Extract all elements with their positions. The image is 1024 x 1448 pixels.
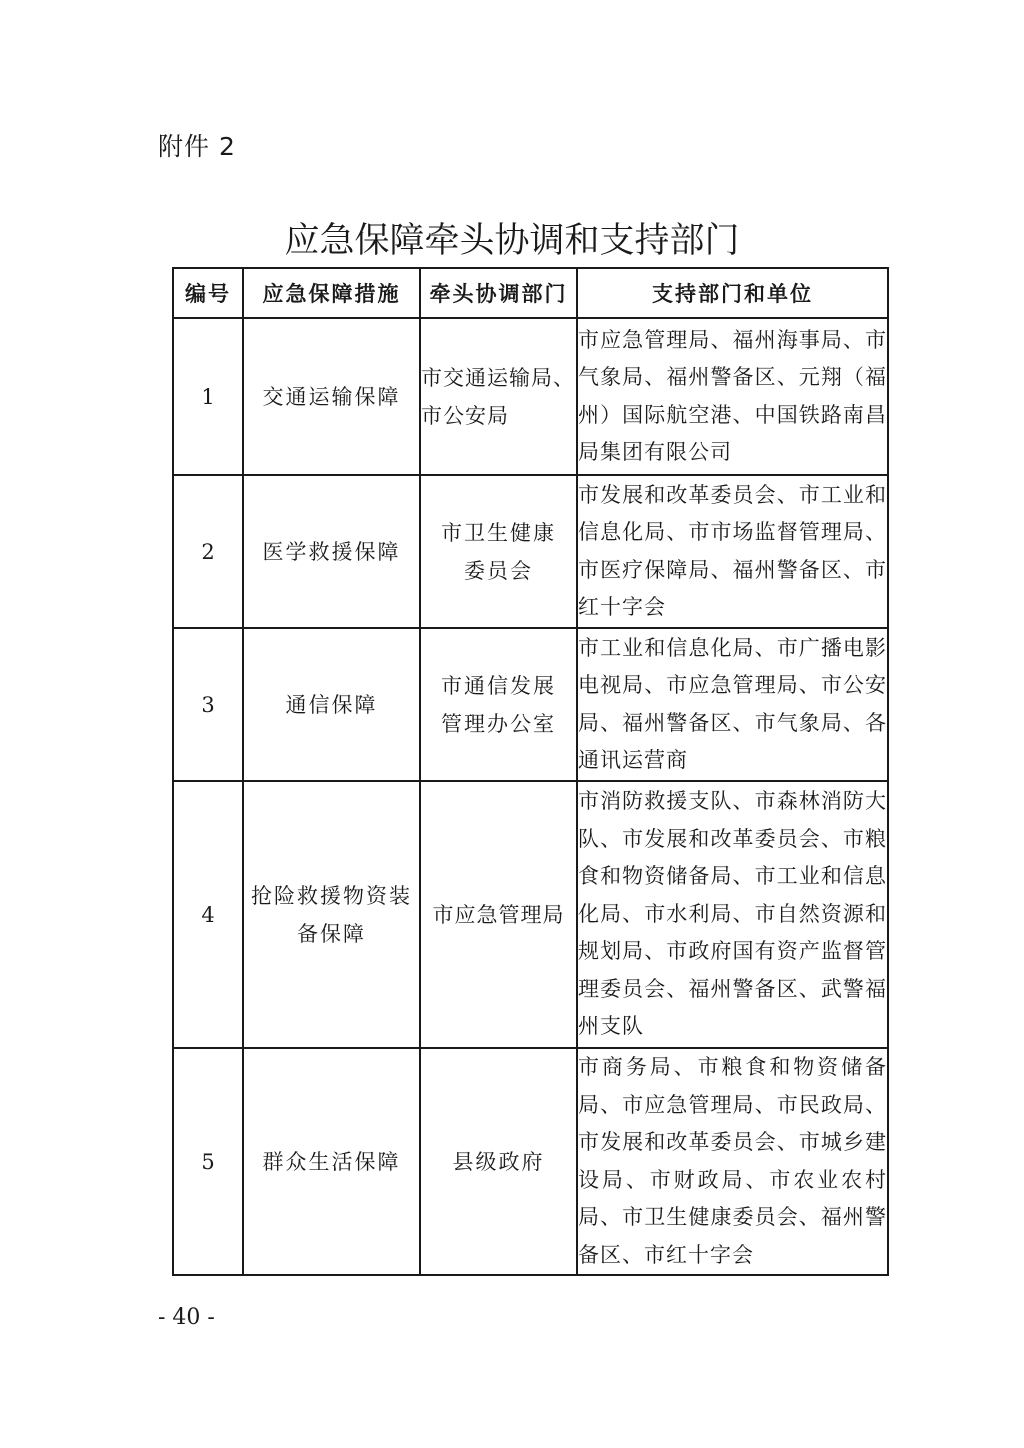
- table-row: [173, 475, 888, 628]
- support-units-cell: 市工业和信息化局、市广播电影电视局、市应急管理局、市公安局、福州警备区、市气象局、各通讯运营商: [577, 628, 888, 781]
- support-units-cell: 市消防救援支队、市森林消防大队、市发展和改革委员会、市粮食和物资储备局、市工业和信息化局、市水利局、市自然资源和规划局、市政府国有资产监督管理委员会、福州警备区、武警福州支队: [577, 781, 888, 1048]
- header-lead-department: 牵头协调部门: [420, 268, 577, 318]
- row-number: 1: [173, 318, 243, 475]
- document-title: 应急保障牵头协调和支持部门: [284, 221, 740, 261]
- header-no: 编号: [173, 268, 243, 318]
- lead-department-cell: 市交通运输局、市公安局: [420, 318, 577, 475]
- table-row: [173, 318, 888, 475]
- table-row: [173, 1048, 888, 1275]
- page-number: - 40 -: [158, 1305, 215, 1330]
- support-units-cell: 市应急管理局、福州海事局、市气象局、福州警备区、元翔（福州）国际航空港、中国铁路南昌局集团有限公司: [577, 318, 888, 475]
- emergency-support-table: [172, 267, 889, 1276]
- measure-cell: 抢险救援物资装备保障: [243, 781, 420, 1048]
- row-number: 3: [173, 628, 243, 781]
- measure-cell: 群众生活保障: [243, 1048, 420, 1275]
- support-units-cell: 市商务局、市粮食和物资储备局、市应急管理局、市民政局、市发展和改革委员会、市城乡建设局、市财政局、市农业农村局、市卫生健康委员会、福州警备区、市红十字会: [577, 1048, 888, 1275]
- lead-department-cell: 县级政府: [420, 1048, 577, 1275]
- row-number: 5: [173, 1048, 243, 1275]
- table-row: [173, 628, 888, 781]
- measure-cell: 通信保障: [243, 628, 420, 781]
- row-number: 2: [173, 475, 243, 628]
- table-row: [173, 781, 888, 1048]
- measure-cell: 医学救援保障: [243, 475, 420, 628]
- measure-cell: 交通运输保障: [243, 318, 420, 475]
- support-units-cell: 市发展和改革委员会、市工业和信息化局、市市场监督管理局、市医疗保障局、福州警备区、市红十字会: [577, 475, 888, 628]
- lead-department-cell: 市卫生健康委员会: [420, 475, 577, 628]
- lead-department-cell: 市通信发展管理办公室: [420, 628, 577, 781]
- attachment-label: 附件 2: [158, 132, 236, 161]
- table-header-row: [173, 268, 888, 318]
- header-measure: 应急保障措施: [243, 268, 420, 318]
- header-support-units: 支持部门和单位: [577, 268, 888, 318]
- lead-department-cell: 市应急管理局: [420, 781, 577, 1048]
- row-number: 4: [173, 781, 243, 1048]
